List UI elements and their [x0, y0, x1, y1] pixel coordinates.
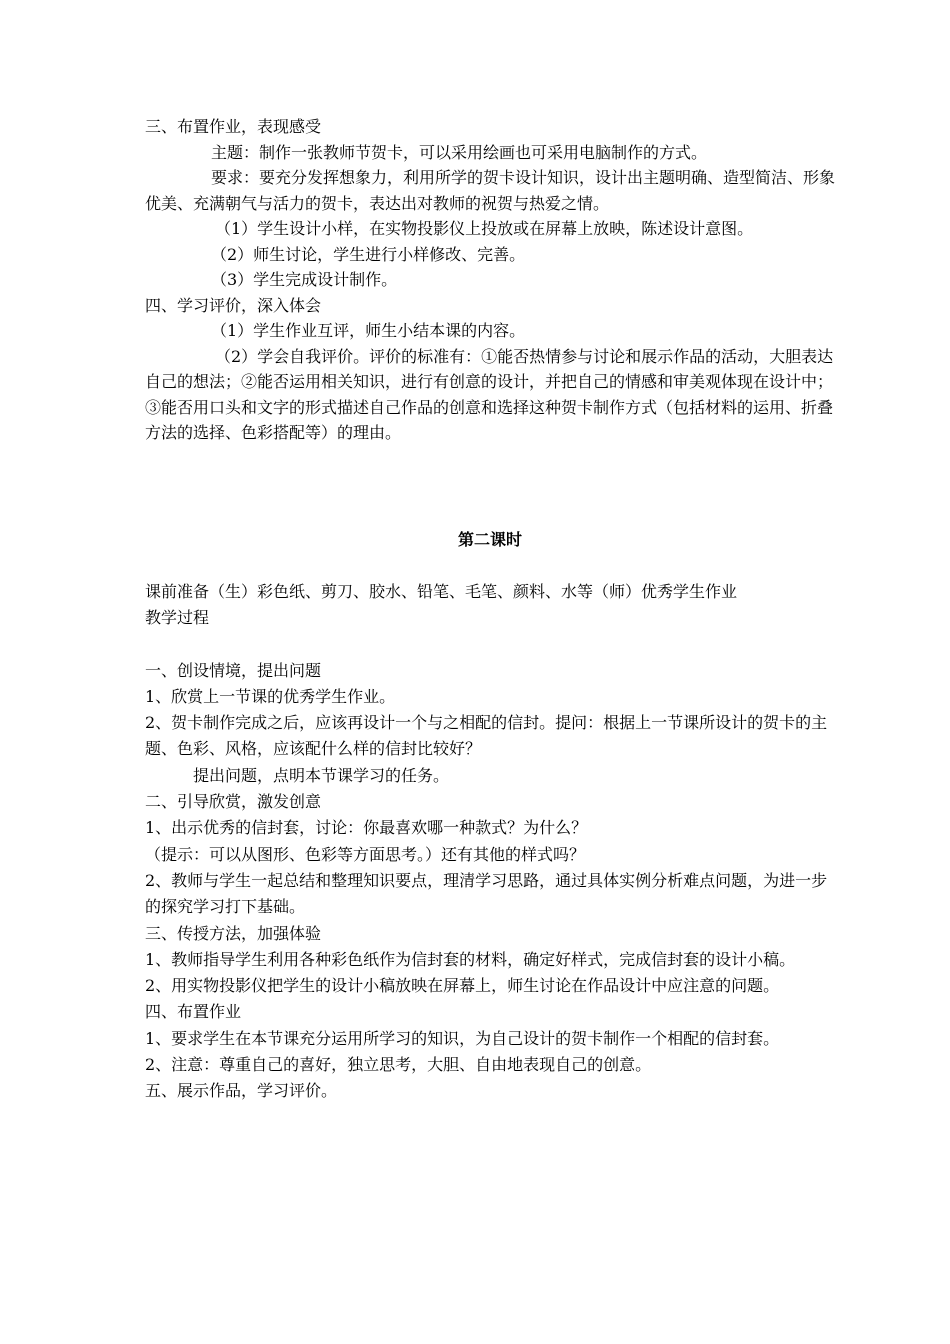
homework-requirement: 要求：要充分发挥想象力，利用所学的贺卡设计知识，设计出主题明确、造型简洁、形象优美、充满朝气与活力的贺卡，表达出对教师的祝贺与热爱之情。 — [145, 168, 836, 213]
teaching-process-label: 教学过程 — [145, 608, 210, 628]
heading-assign-homework: 三、布置作业，表现感受 — [145, 117, 322, 136]
lesson-2-title: 第二课时 — [457, 530, 522, 549]
evaluation-1: （1）学生作业互评，师生小结本课的内容。 — [211, 321, 526, 340]
heading-create-situation: 一、创设情境，提出问题 — [145, 660, 322, 680]
situation-item-2: 2、贺卡制作完成之后，应该再设计一个与之相配的信封。提问：根据上一节课所设计的贺卡的主题、色彩、风格，应该配什么样的信封比较好？ — [145, 713, 828, 759]
situation-item-1: 1、欣赏上一节课的优秀学生作业。 — [145, 686, 396, 706]
appreciation-item-2: 2、教师与学生一起总结和整理知识要点，理清学习思路，通过具体实例分析难点问题，为进一步的探究学习打下基础。 — [145, 870, 828, 917]
methods-item-1: 1、教师指导学生利用各种彩色纸作为信封套的材料，确定好样式，完成信封套的设计小稿。 — [145, 949, 796, 969]
pre-class-preparation: 课前准备（生）彩色纸、剪刀、胶水、铅笔、毛笔、颜料、水等（师）优秀学生作业 — [145, 582, 738, 601]
heading-show-works: 五、展示作品，学习评价。 — [145, 1081, 338, 1101]
methods-item-2: 2、用实物投影仪把学生的设计小稿放映在屏幕上，师生讨论在作品设计中应注意的问题。 — [145, 976, 780, 996]
heading-teaching-methods: 三、传授方法，加强体验 — [145, 923, 322, 943]
homework-item-1: 1、要求学生在本节课充分运用所学习的知识，为自己设计的贺卡制作一个相配的信封套。 — [145, 1028, 780, 1048]
appreciation-hint: （提示：可以从图形、色彩等方面思考。）还有其他的样式吗？ — [145, 844, 586, 864]
heading-guided-appreciation: 二、引导欣赏，激发创意 — [145, 792, 322, 812]
situation-item-3: 提出问题，点明本节课学习的任务。 — [193, 765, 450, 785]
lesson2-body — [145, 579, 835, 1105]
homework-step-3: （3）学生完成设计制作。 — [211, 270, 398, 289]
blank-line — [145, 632, 835, 658]
evaluation-2: （2）学会自我评价。评价的标准有：①能否热情参与讨论和展示作品的活动，大胆表达自己的想法；②能否运用相关知识，进行有创意的设计，并把自己的情感和审美观体现在设计中；③能否用口头和文字的形式描述自己作品的创意和选择这种贺卡制作方式（包括材料的运用、折叠方法的选择、色彩搭配等）的理由。 — [145, 346, 834, 442]
homework-step-2: （2）师生讨论，学生进行小样修改、完善。 — [211, 244, 526, 264]
homework-item-2: 2、注意：尊重自己的喜好，独立思考，大胆、自由地表现自己的创意。 — [145, 1055, 652, 1075]
lesson1-continued — [145, 114, 835, 446]
heading-learning-evaluation: 四、学习评价，深入体会 — [145, 295, 322, 315]
homework-theme: 主题：制作一张教师节贺卡，可以采用绘画也可采用电脑制作的方式。 — [211, 142, 708, 162]
homework-step-1: （1）学生设计小样，在实物投影仪上投放或在屏幕上放映，陈述设计意图。 — [215, 219, 754, 238]
heading-homework: 四、布置作业 — [145, 1002, 242, 1022]
appreciation-item-1: 1、出示优秀的信封套，讨论：你最喜欢哪一种款式？为什么？ — [145, 818, 588, 838]
